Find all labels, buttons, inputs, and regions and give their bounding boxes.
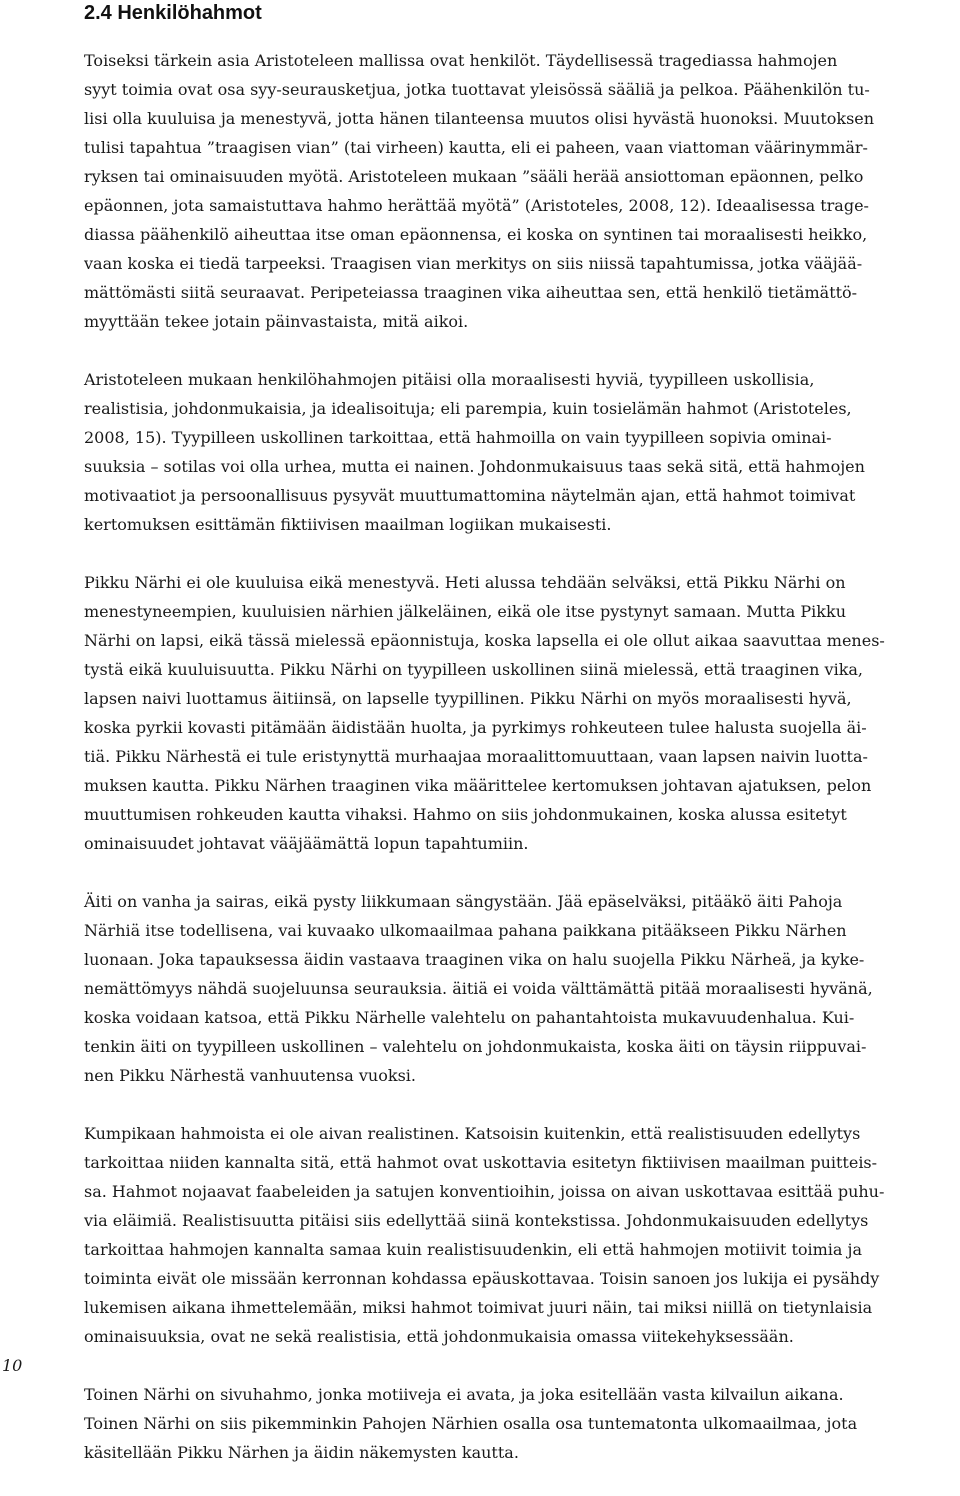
page-number: 10 bbox=[2, 1356, 23, 1375]
paragraph: Toinen Närhi on sivuhahmo, jonka motiiveja ei avata, ja joka esitellään vasta kilvailun aikana. Toinen Närhi on siis pikemminkin Pahojen Närhien osalla osa tuntematonta ulkomaailmaa, jota käsitellään Pikku Närhen ja äidin näkemysten kautta. bbox=[84, 1385, 858, 1462]
paragraph: Äiti on vanha ja sairas, eikä pysty liikkumaan sängystään. Jää epäselväksi, pitääkö äiti Pahoja Närhiä itse todellisena, vai kuvaako ulkomaailmaa pahana paikkana pitääkseen Pikku Närhen luonaan. Joka tapauksessa äidin vastaava traaginen vika on halu suojella Pikku Närheä, ja kyke- nemättömyys nähdä suojeluunsa seurauksia. äitiä ei voida välttämättä pitää moraalisesti hyvänä, koska voidaan katsoa, että Pikku Närhelle valehtelu on pahantahtoista mukavuudenhalua. Kui- tenkin äiti on tyypilleen uskollinen – valehtelu on johdonmukaista, koska äiti on täysin riippuvai- nen Pikku Närhestä vanhuutensa vuoksi. bbox=[84, 892, 873, 1085]
paragraph: Toiseksi tärkein asia Aristoteleen mallissa ovat henkilöt. Täydellisessä tragediassa hahmojen syyt toimia ovat osa syy-seurausketjua, jotka tuottavat yleisössä sääliä ja pelkoa. Päähenkilön tu- lisi olla kuuluisa ja menestyvä, jotta hänen tilanteensa muutos olisi hyvästä huonoksi. Muutoksen tulisi tapahtua ”traagisen vian” (tai virheen) kautta, eli ei paheen, vaan viattoman väärinymmär- ryksen tai ominaisuuden myötä. Aristoteleen mukaan ”sääli herää ansiottoman epäonnen, pelko epäonnen, jota samaistuttava hahmo herättää myötä” (Aristoteles, 2008, 12). Ideaalisessa trage- diassa päähenkilö aiheuttaa itse oman epäonnensa, ei koska on syntinen tai moraalisesti heikko, vaan koska ei tiedä tarpeeksi. Traagisen vian merkitys on siis niissä tapahtumissa, jotka vääjää- mättömästi siitä seuraavat. Peripeteiassa traaginen vika aiheuttaa sen, että henkilö tietämättö- myyttään tekee jotain päinvastaista, mitä aikoi. bbox=[84, 51, 875, 331]
paragraph: Pikku Närhi ei ole kuuluisa eikä menestyvä. Heti alussa tehdään selväksi, että Pikku Närhi on menestyneempien, kuuluisien närhien jälkeläinen, eikä ole itse pystynyt samaan. Mutta Pikku Närhi on lapsi, eikä tässä mielessä epäonnistuja, koska lapsella ei ole ollut aikaa saavuttaa menes- tystä eikä kuuluisuutta. Pikku Närhi on tyypilleen uskollinen siinä mielessä, että traaginen vika, lapsen naivi luottamus äitiinsä, on lapselle tyypillinen. Pikku Närhi on myös moraalisesti hyvä, koska pyrkii kovasti pitämään äidistään huolta, ja pyrkimys rohkeuteen tulee halusta suojella äi- tiä. Pikku Närhestä ei tule eristynyttä murhaajaa moraalittomuuttaan, vaan lapsen naivin luotta- muksen kautta. Pikku Närhen traaginen vika määrittelee kertomuksen johtavan ajatuksen, pelon muuttumisen rohkeuden kautta vihaksi. Hahmo on siis johdonmukainen, koska alussa esitetyt ominaisuudet johtavat vääjäämättä lopun tapahtumiin. bbox=[84, 573, 885, 853]
body-text bbox=[84, 46, 959, 1496]
paragraph: Aristoteleen mukaan henkilöhahmojen pitäisi olla moraalisesti hyviä, tyypilleen uskollisia, realistisia, johdonmukaisia, ja idealisoituja; eli parempia, kuin tosielämän hahmot (Aristoteles, 2008, 15). Tyypilleen uskollinen tarkoittaa, että hahmoilla on vain tyypilleen sopivia ominai- suuksia – sotilas voi olla urhea, mutta ei nainen. Johdonmukaisuus taas sekä sitä, että hahmojen motivaatiot ja persoonallisuus pysyvät muuttumattomina näytelmän ajan, että hahmot toimivat kertomuksen esittämän fiktiivisen maailman logiikan mukaisesti. bbox=[84, 370, 865, 534]
section-heading: 2.4 Henkilöhahmot bbox=[84, 2, 262, 24]
paragraph: Kumpikaan hahmoista ei ole aivan realistinen. Katsoisin kuitenkin, että realistisuuden edellytys tarkoittaa niiden kannalta sitä, että hahmot ovat uskottavia esitetyn fiktiivisen maailman puitteis- sa. Hahmot nojaavat faabeleiden ja satujen konventioihin, joissa on aivan uskottavaa esittää puhu- via eläimiä. Realistisuutta pitäisi siis edellyttää siinä kontekstissa. Johdonmukaisuuden edellytys tarkoittaa hahmojen kannalta samaa kuin realistisuudenkin, eli että hahmojen motiivit toimia ja toiminta eivät ole missään kerronnan kohdassa epäuskottavaa. Toisin sanoen jos lukija ei pysähdy lukemisen aikana ihmettelemään, miksi hahmot toimivat juuri näin, tai miksi niillä on tietynlaisia ominaisuuksia, ovat ne sekä realistisia, että johdonmukaisia omassa viitekehyksessään. bbox=[84, 1124, 885, 1346]
